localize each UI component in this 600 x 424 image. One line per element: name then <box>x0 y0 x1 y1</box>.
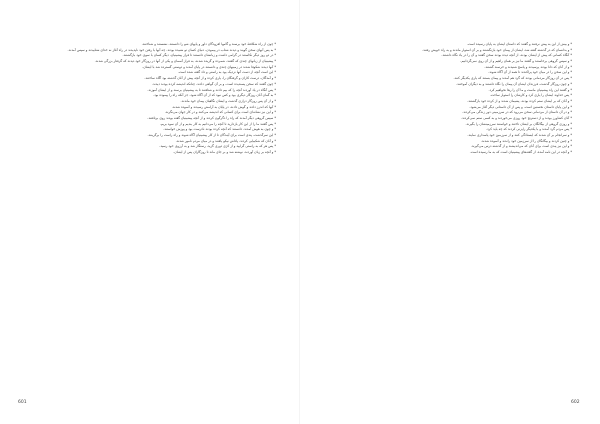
paragraph: * چون گفتند که سخن پسندیده است، و بر آن گواهی دادند، چنانکه اندیشه کرده بودند دیدند. <box>152 81 276 86</box>
paragraph: * آنها که اندرز دادند و گوش دادند، در پایان به آرامش رسیدند و آسوده شدند. <box>171 104 276 109</box>
paragraph: * و آنان که بر ایشان ستم کرده بودند، پشیمان شدند و از کرده خود بازگشتند. <box>467 98 572 103</box>
paragraph: * پس در آن روزگار مردمانی بودند که گرد هم آمدند و پیمان بستند که یاری یکدیگر کنند. <box>453 76 572 81</box>
paragraph: * آنان کشاورز بودند و از دسترنج خود روزی می‌خوردند و به کسی ستم نمی‌کردند. <box>461 115 572 120</box>
paragraph: * سپس گروهی دیگر آمدند که راه را دگرگون کردند و از آنچه پیشینیان گفته بودند روی برتافتند. <box>147 115 276 120</box>
paragraph: * این است آنچه از دست آنها نزدیک بود به راستی و داد گفته شده است. <box>177 70 276 75</box>
paragraph: * و چنین کردند و بیگانگان را از سرزمین خود راندند و آسوده شدند. <box>480 138 572 143</box>
paragraph: * و از آن پس روزگار درازی گذشت و ایشان نگاهبان پیمان خود ماندند. <box>180 98 276 103</box>
paragraph: * این سرگذشت، پندی است برای آیندگان تا از کار پیشینیان آگاه شوند و راه راست را برگزینند. <box>147 133 276 137</box>
paragraph: * و از آنان که دانا بودند پرسیدند و پاسخ شنیدند و خرسند گشتند. <box>484 64 572 69</box>
paragraph: * و آنچه در این نامه آمده، از گفته‌های پیشینیان است که به ما رسیده است. <box>469 150 572 155</box>
paragraph: * و آنان که شکیبایی کردند، پاداش نیکو یافتند و در میان مردم نامور شدند. <box>175 138 276 143</box>
paragraph: * به گمان آنان روزگار دیگری بود و کس نبود که از آن آگاه شود، جز آنکه راه را پیموده بود. <box>153 93 276 98</box>
right-page <box>300 0 600 424</box>
paragraph: * چون از راه شکافتهٔ خود برسند و گامها افزودگان داور و پایهای شو را دانستند، نشستند و شناختند. <box>141 42 276 46</box>
paragraph: * و بیش از این به پیش نرفتند و گفتند که داستان ایشان به پایان رسیده است. <box>466 42 572 46</box>
right-page-number: 602 <box>571 400 580 405</box>
paragraph: * پس هر که به راستی گرایید و از کژی دوری گزید، رستگار شد و به آرزوی خود رسید. <box>159 144 276 149</box>
right-page-text <box>326 42 572 394</box>
paragraph: * و گفتند این راه پیشینیان ماست و ما آن را رها نخواهیم کرد. <box>488 87 572 92</box>
paragraph: * و سپس گروهی برخاستند و گفتند ما نیز بر همان راهیم و از آن روی نمی‌گردانیم. <box>460 59 572 64</box>
paragraph: * آنگاه کسانی که پیش از ایشان بودند، از آنچه دیده بودند سخن گفتند و آن را در یاد نگاه داشتند. <box>441 53 572 58</box>
paragraph: * و چون روزگار گذشت، فرزندان ایشان آن پیمان را نگاه داشتند و به دیگران آموختند. <box>456 81 572 86</box>
paragraph: * پس آنگاه در یاد آوردند آنچه را که بیم دادند و شتافتند تا به پیشینیان برسند و از ایشان آموزند. <box>147 87 276 92</box>
paragraph: * و در آن داستان از مردمانی سخن می‌رود که در سرزمینی دور زندگی می‌کردند. <box>462 110 572 115</box>
paragraph: * پس گفتند ما را از این کار بازدارید تا آنچه را می‌دانیم به کار بندیم و از آن سود بریم. <box>159 121 276 126</box>
paragraph: * و این نیز پندی است برای آنان که می‌اندیشند و از گذشته درس می‌گیرند. <box>470 144 572 149</box>
paragraph: * و این نیز نشانه‌ای است برای کسانی که اندیشه می‌کنند و در کار جهان می‌نگرند. <box>164 110 276 115</box>
paragraph: * و این سخن را در میان خود پراکندند تا همه از آن آگاه شوند. <box>488 70 572 75</box>
paragraph: * به پس آنهای سخن گویند و دیدند شتاب در پیمودن، دنیای کسان تو شنیده بودند. چه آنها با رفتن خود ناپدیدند در راه آغاز نه خدای شتابیدند و سپس آمدند. <box>67 47 276 52</box>
paragraph: * و بدانسان که در گذشته گفته شد، ایشان از پیمان خود بازنگشتند و بر آن استوار ماندند و به راه خویش رفتند. <box>422 47 572 52</box>
left-page-number: 601 <box>18 400 27 405</box>
paragraph: * در دو روز دیگر نکاستند در گرامی داشت و زبانشان دانستند تا فراز پیشینیان، دیگر کسان با سوی خود بازگشتند. <box>122 53 276 58</box>
paragraph: * و آمدگان، درست کاران و گرفتگان را، یاری کرده و از آنچه پیش از آنان گذشته بود آگاه ساختند. <box>144 76 276 81</box>
paragraph: * پس مردم گرد آمدند و با یکدیگر رایزنی کردند که چه باید کرد. <box>486 127 572 132</box>
paragraph: * پس خداوند ایشان را یاری کرد و کارشان را استوار ساخت. <box>489 93 572 98</box>
paragraph: * آنها دیدند شکوفا شدند در زمینهای چندی و دانستند در پایان آمدند و دوستی گسترده شد با ایشان. <box>142 64 276 69</box>
paragraph: * و آنچه بر زبان آوردند، نوشته شد و بر جای ماند تا روزگاران پس از ایشان. <box>173 150 276 155</box>
paragraph: * و این پایان داستان نخستین است، و پس از آن داستانی دیگر آغاز می‌شود. <box>469 104 572 109</box>
paragraph: * و روزی گروهی از بیگانگان بر ایشان تاختند و خواستند سرزمینشان را بگیرند. <box>465 121 572 126</box>
paragraph: * پیشینیان از زبانهای چندی که گفتند، شمرده و گزیده شدند، به فراز آسمان و یکی از آنها در روزگار خود دیدند که گرفتار بزرگی شدند. <box>94 59 276 64</box>
paragraph: * و چون به هوش آمدند، دانستند که آنچه کرده بودند نادرست بود و پوزش خواستند. <box>163 127 276 132</box>
left-page-text <box>32 42 276 394</box>
paragraph: * و سرانجام بر آن شدند که ایستادگی کنند و از سرزمین خود پاسداری نمایند. <box>467 133 572 137</box>
